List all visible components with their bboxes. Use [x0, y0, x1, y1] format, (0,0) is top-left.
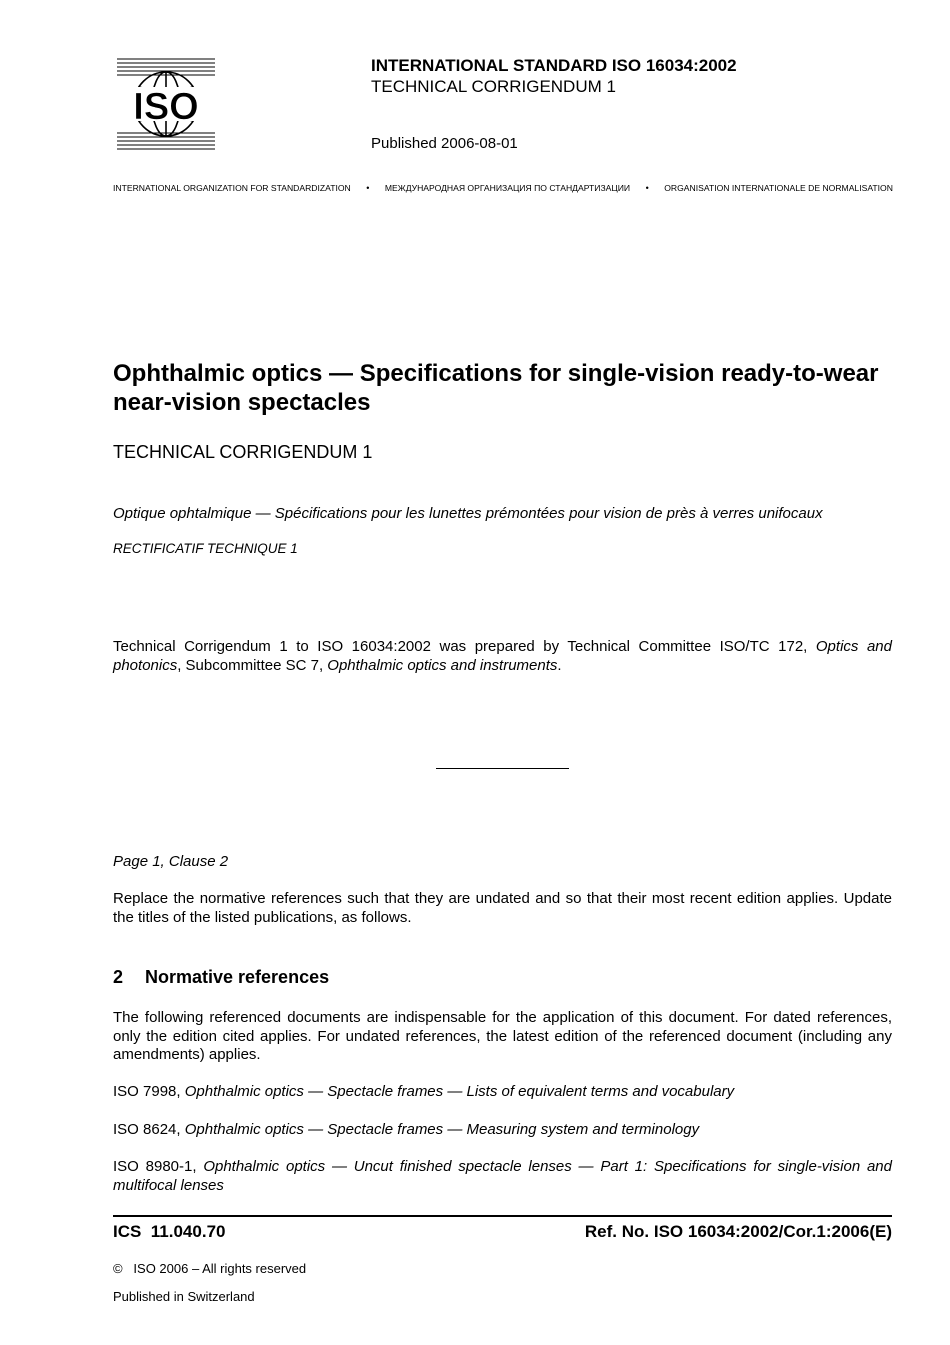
published-in: Published in Switzerland	[113, 1289, 255, 1304]
reference-item: ISO 7998, Ophthalmic optics — Spectacle frames — Lists of equivalent terms and vocabulary	[113, 1083, 735, 1100]
ics-code: ICS 11.040.70	[113, 1222, 226, 1241]
standard-subtitle: TECHNICAL CORRIGENDUM 1	[371, 77, 616, 96]
copyright-notice: © ISO 2006 – All rights reserved	[113, 1261, 307, 1276]
iso-logo-text: ISO	[133, 86, 199, 128]
section-number: 2	[113, 967, 124, 987]
org-separator: •	[366, 183, 370, 193]
section-heading	[113, 967, 329, 988]
reference-item: ISO 8980-1, Ophthalmic optics — Uncut finished spectacle lenses — Part 1: Specifications for single-vision and multifocal lenses	[113, 1158, 892, 1194]
french-corrigendum-label: RECTIFICATIF TECHNIQUE 1	[113, 541, 298, 556]
organization-line	[113, 183, 893, 193]
org-name-russian: МЕЖДУНАРОДНАЯ ОРГАНИЗАЦИЯ ПО СТАНДАРТИЗАЦИИ	[384, 183, 631, 193]
org-name-french: ORGANISATION INTERNATIONALE DE NORMALISATION	[664, 183, 893, 193]
iso-logo	[117, 57, 215, 151]
reference-number: Ref. No. ISO 16034:2002/Cor.1:2006(E)	[584, 1222, 892, 1241]
section-title: Normative references	[145, 967, 330, 987]
section-intro: The following referenced documents are indispensable for the application of this document. For dated references, only the edition cited applies. For undated references, the latest edition of the referenced document (including any amendments) applies.	[113, 1009, 892, 1063]
clause-reference: Page 1, Clause 2	[113, 853, 229, 870]
org-name-english: INTERNATIONAL ORGANIZATION FOR STANDARDIZATION	[113, 183, 351, 193]
corrigendum-label: TECHNICAL CORRIGENDUM 1	[113, 442, 373, 462]
document-title: Ophthalmic optics — Specifications for single-vision ready-to-wear near-vision spectacles	[113, 360, 879, 416]
org-separator: •	[645, 183, 649, 193]
standard-title: INTERNATIONAL STANDARD ISO 16034:2002	[371, 56, 737, 75]
french-title: Optique ophtalmique — Spécifications pour les lunettes prémontées pour vision de près à verres unifocaux	[113, 505, 823, 522]
subcommittee-name: Ophthalmic optics and instruments	[327, 656, 558, 674]
footer-rule	[113, 1215, 892, 1217]
separator-rule	[436, 768, 569, 769]
published-date: Published 2006-08-01	[371, 135, 518, 152]
clause-instruction: Replace the normative references such that they are undated and so that their most recent edition applies. Update the titles of the listed publications, as follows.	[113, 890, 892, 926]
committee-name: Optics and photonics	[113, 638, 892, 674]
preparation-paragraph: Technical Corrigendum 1 to ISO 16034:2002 was prepared by Technical Committee ISO/TC 172, Optics and photonics, Subcommittee SC 7, Ophthalmic optics and instruments.	[113, 638, 892, 674]
reference-item: ISO 8624, Ophthalmic optics — Spectacle frames — Measuring system and terminology	[113, 1121, 700, 1138]
